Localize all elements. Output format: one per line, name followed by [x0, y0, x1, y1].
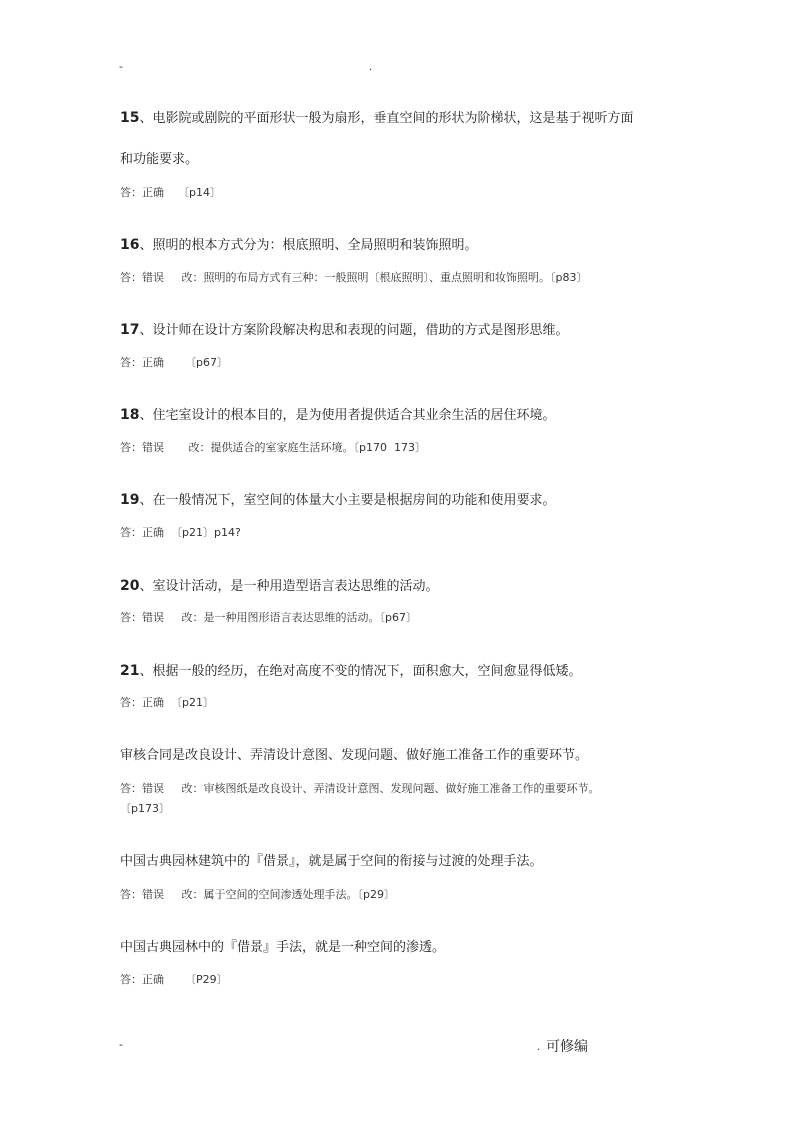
- question-text: 照明的根本方式分为：根底照明、全局照明和装饰照明。: [152, 238, 478, 253]
- answer-borrowed-scenery-2: 答：正确 〔P29〕: [120, 973, 228, 986]
- answer-18: 答：错误 改：提供适合的室家庭生活环境。〔p170 173〕: [120, 441, 426, 454]
- question-sep: 、: [139, 493, 153, 508]
- answer-review-cont: 〔p173〕: [120, 802, 170, 815]
- question-sep: 、: [139, 111, 153, 126]
- answer-17: 答：正确 〔p67〕: [120, 356, 228, 369]
- footer-dash: -: [119, 1038, 123, 1051]
- answer-19: 答：正确 〔p21〕p14?: [120, 526, 241, 539]
- question-16: [120, 237, 478, 254]
- question-borrowed-scenery-1: 中国古典园林建筑中的『借景』，就是属于空间的衔接与过渡的处理手法。: [120, 854, 543, 869]
- question-sep: 、: [139, 238, 153, 253]
- question-text: 室设计活动，是一种用造型语言表达思维的活动。: [152, 579, 439, 594]
- question-number: 16: [120, 237, 140, 253]
- question-sep: 、: [139, 323, 153, 338]
- question-sep: 、: [139, 579, 153, 594]
- question-text: 根据一般的经历，在绝对高度不变的情况下，面积愈大，空间愈显得低矮。: [152, 664, 582, 679]
- answer-16: 答：错误 改：照明的布局方式有三种：一般照明〔根底照明〕、重点照明和妆饰照明。〔p83〕: [120, 271, 588, 284]
- question-borrowed-scenery-2: 中国古典园林中的『借景』手法，就是一种空间的渗透。: [120, 940, 446, 955]
- question-number: 21: [120, 663, 140, 679]
- question-number: 15: [120, 110, 140, 126]
- answer-review: 答：错误 改：审核图纸是改良设计、弄清设计意图、发现问题、做好施工准备工作的重要环节。: [120, 782, 600, 795]
- footer-dot: .: [537, 1042, 541, 1053]
- answer-borrowed-scenery-1: 答：错误 改：属于空间的空间渗透处理手法。〔p29〕: [120, 888, 395, 901]
- question-text: 电影院或剧院的平面形状一般为扇形，垂直空间的形状为阶梯状，这是基于视听方面: [152, 111, 634, 126]
- question-review: 审核合同是改良设计、弄清设计意图、发现问题、做好施工准备工作的重要环节。: [120, 748, 589, 763]
- question-17: [120, 322, 569, 339]
- page-header: [0, 0, 794, 90]
- question-text: 在一般情况下，室空间的体量大小主要是根据房间的功能和使用要求。: [152, 493, 556, 508]
- question-number: 17: [120, 322, 140, 338]
- question-sep: 、: [139, 664, 153, 679]
- question-21: [120, 663, 582, 680]
- header-dot: .: [369, 62, 373, 73]
- question-18: [120, 407, 556, 424]
- question-number: 18: [120, 407, 140, 423]
- question-sep: 、: [139, 408, 153, 423]
- header-dash: -: [119, 60, 123, 73]
- question-number: 20: [120, 578, 140, 594]
- question-19: [120, 492, 556, 509]
- question-text: 设计师在设计方案阶段解决构思和表现的问题，借助的方式是图形思维。: [152, 323, 569, 338]
- footer-editable-label: 可修编: [546, 1039, 588, 1055]
- answer-21: 答：正确 〔p21〕: [120, 696, 214, 709]
- question-15: [120, 110, 634, 127]
- question-text: 住宅室设计的根本目的，是为使用者提供适合其业余生活的居住环境。: [152, 408, 556, 423]
- question-20: [120, 578, 439, 595]
- question-number: 19: [120, 492, 140, 508]
- answer-20: 答：错误 改：是一种用图形语言表达思维的活动。〔p67〕: [120, 611, 417, 624]
- answer-15: 答：正确 〔p14〕: [120, 186, 221, 199]
- question-15-cont: 和功能要求。: [120, 152, 199, 167]
